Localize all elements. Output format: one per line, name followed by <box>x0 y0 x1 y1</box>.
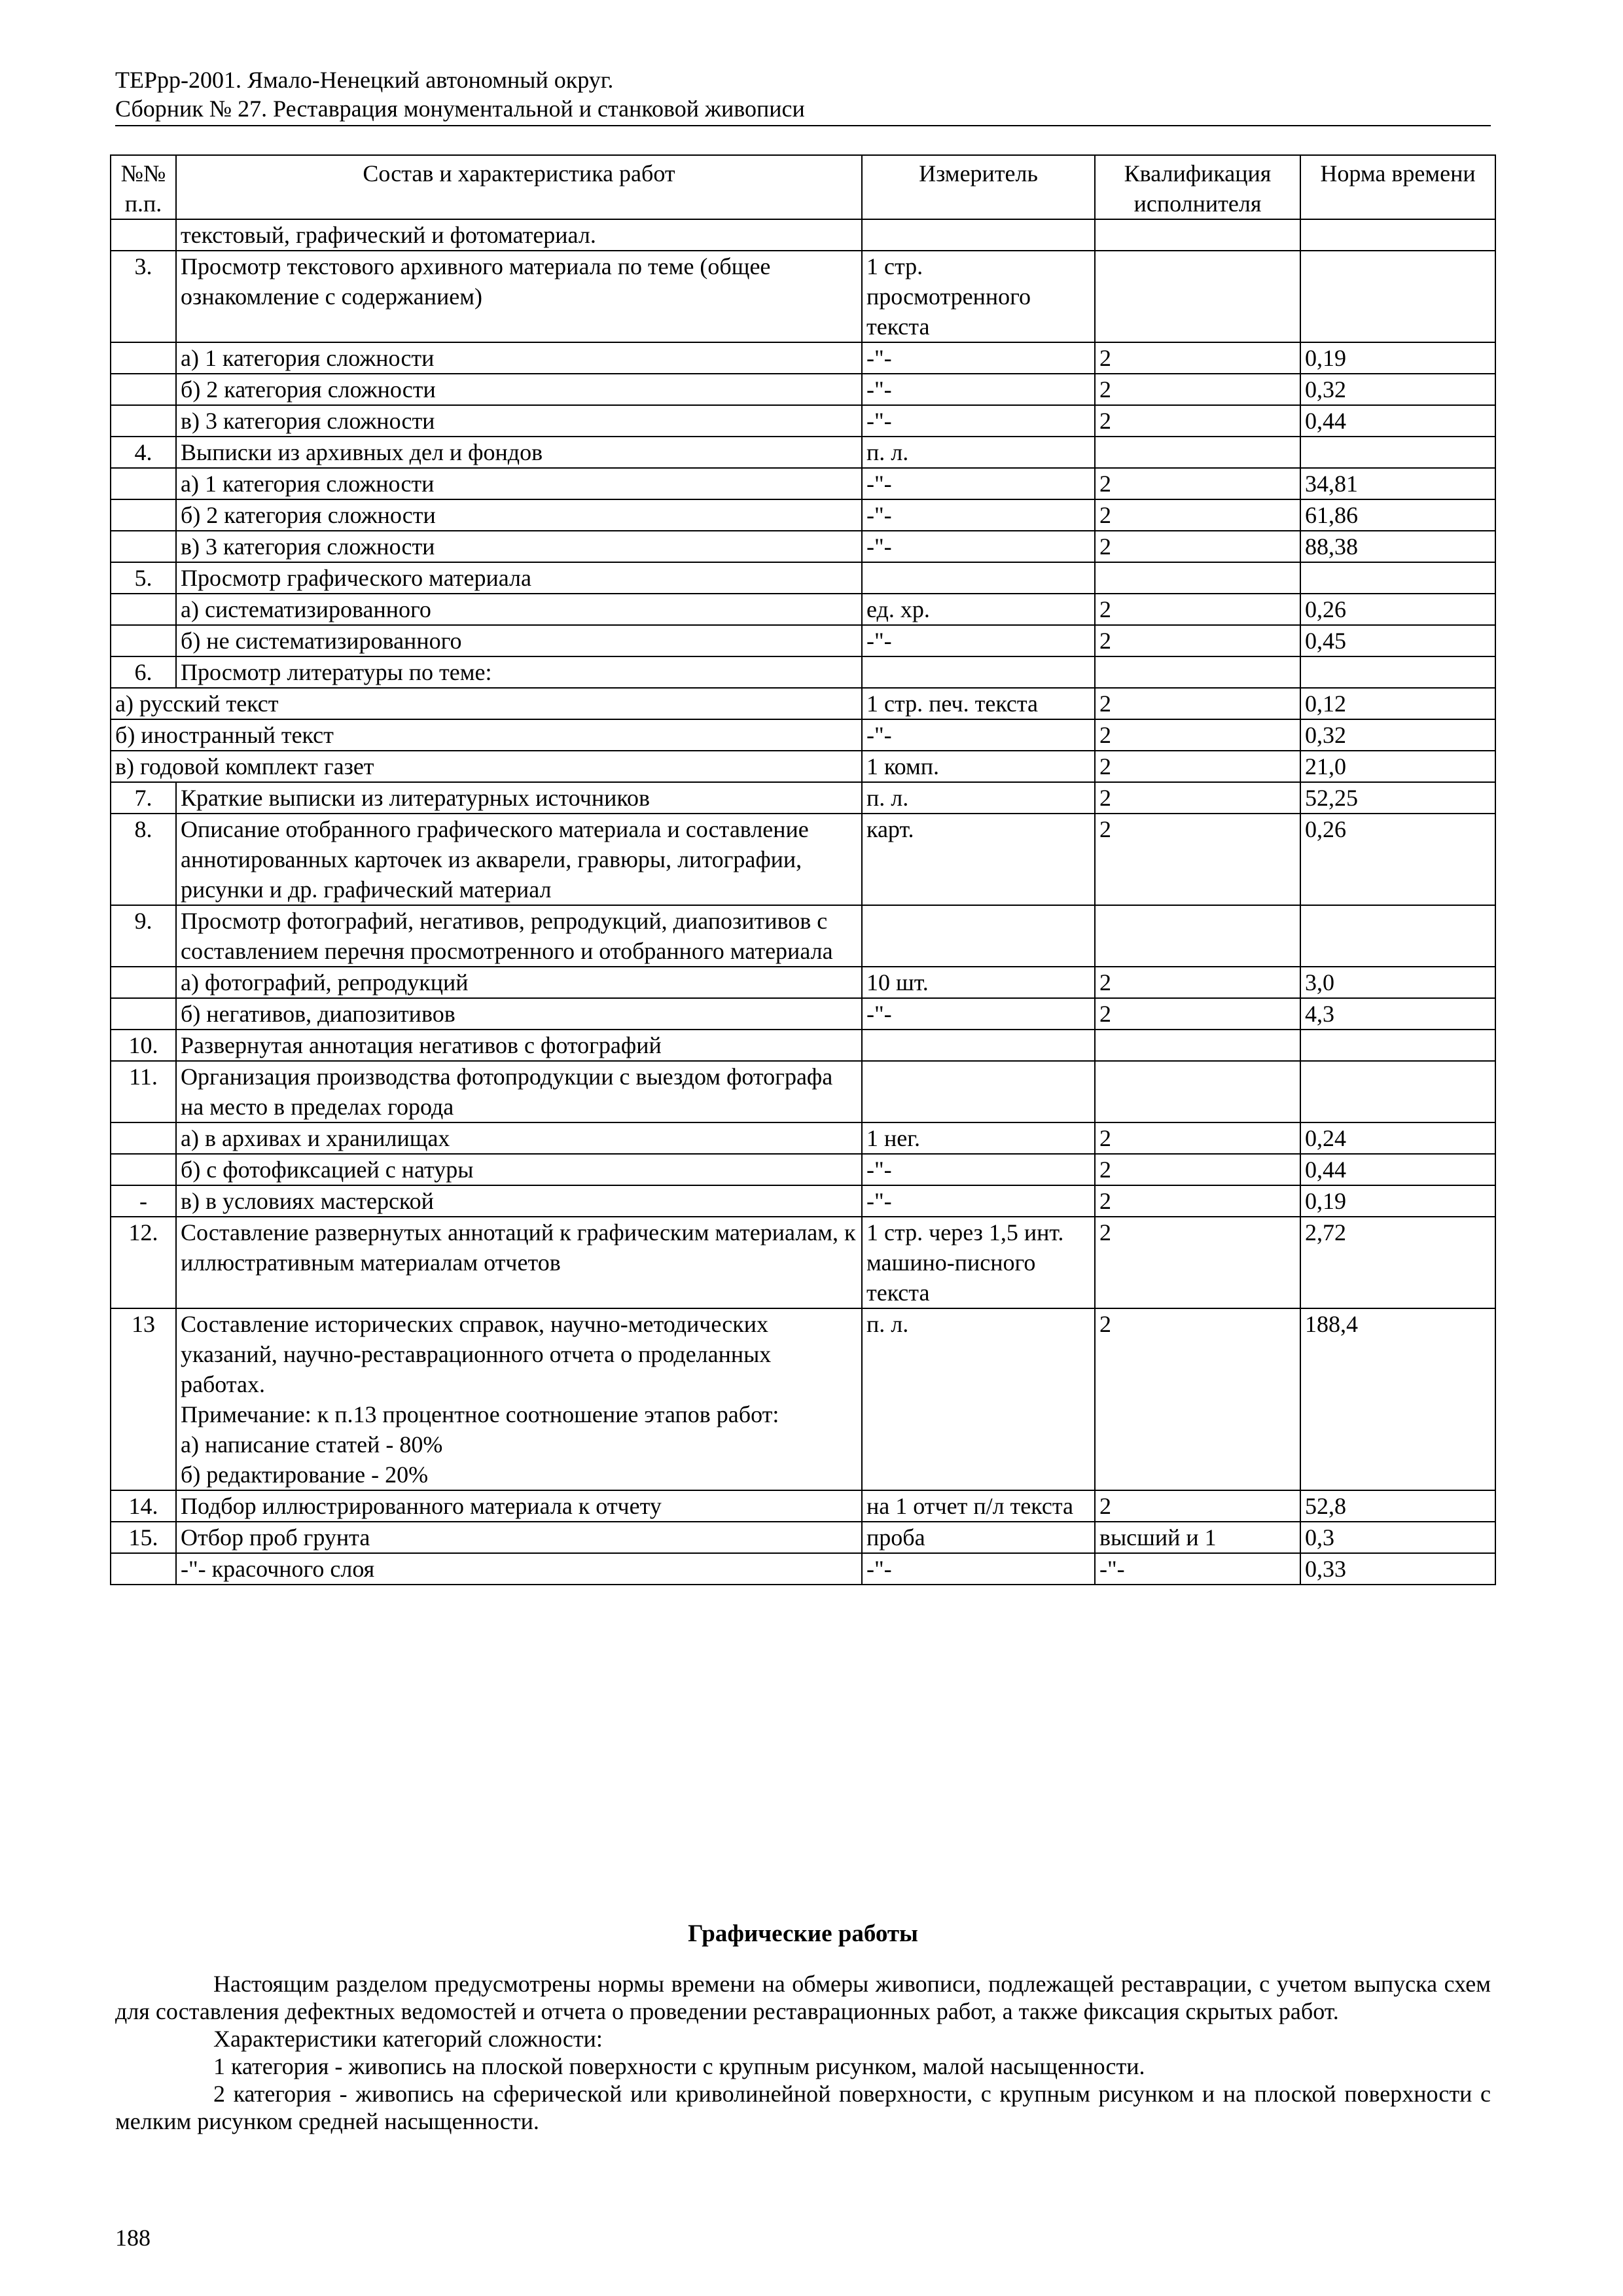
cell-norm: 0,12 <box>1300 688 1495 719</box>
cell-num <box>111 531 176 562</box>
cell-qual <box>1095 562 1300 594</box>
table-row <box>111 437 1495 468</box>
cell-norm <box>1300 219 1495 251</box>
cell-qual: -"- <box>1095 1553 1300 1585</box>
cell-desc: Развернутая аннотация негативов с фотографий <box>176 1030 862 1061</box>
header-line-1: ТЕРрр-2001. Ямало-Ненецкий автономный округ. <box>115 67 614 93</box>
page-header <box>115 65 1491 123</box>
table-row <box>111 1030 1495 1061</box>
cell-num: 10. <box>111 1030 176 1061</box>
cell-desc: б) негативов, диапозитивов <box>176 998 862 1030</box>
cell-desc: в) в условиях мастерской <box>176 1185 862 1217</box>
cell-desc: текстовый, графический и фотоматериал. <box>176 219 862 251</box>
table-row <box>111 405 1495 437</box>
table-row <box>111 594 1495 625</box>
cell-desc: Просмотр фотографий, негативов, репродукций, диапозитивов с составлением перечня просмотренного и отобранного материала <box>176 905 862 967</box>
paragraph: Настоящим разделом предусмотрены нормы времени на обмеры живописи, подлежащей реставрации, с учетом выпуска схем для составления дефектных ведомостей и отчета о проведении реставрационных работ, а также фиксация скрытых работ. <box>115 1971 1491 2024</box>
cell-num <box>111 625 176 656</box>
cell-qual <box>1095 1061 1300 1122</box>
cell-unit: п. л. <box>862 437 1095 468</box>
cell-norm: 0,44 <box>1300 405 1495 437</box>
cell-norm: 3,0 <box>1300 967 1495 998</box>
table-row <box>111 998 1495 1030</box>
cell-num: 6. <box>111 656 176 688</box>
cell-qual: 2 <box>1095 814 1300 905</box>
header-divider <box>115 125 1491 126</box>
cell-desc: а) систематизированного <box>176 594 862 625</box>
header-norm: Норма времени <box>1300 155 1495 219</box>
table-row <box>111 531 1495 562</box>
cell-desc: Отбор проб грунта <box>176 1522 862 1553</box>
cell-norm: 52,8 <box>1300 1490 1495 1522</box>
cell-unit <box>862 656 1095 688</box>
cell-qual: 2 <box>1095 1308 1300 1490</box>
cell-norm: 2,72 <box>1300 1217 1495 1308</box>
cell-num <box>111 499 176 531</box>
cell-unit: -"- <box>862 1553 1095 1585</box>
table-row <box>111 1522 1495 1553</box>
cell-num <box>111 342 176 374</box>
cell-unit: на 1 отчет п/л текста <box>862 1490 1095 1522</box>
cell-unit: -"- <box>862 531 1095 562</box>
header-num: №№ п.п. <box>111 155 176 219</box>
cell-unit: п. л. <box>862 1308 1095 1490</box>
cell-norm: 4,3 <box>1300 998 1495 1030</box>
table-row <box>111 751 1495 782</box>
cell-desc: б) иностранный текст <box>111 719 862 751</box>
cell-unit <box>862 562 1095 594</box>
cell-qual: 2 <box>1095 1154 1300 1185</box>
table-row <box>111 1217 1495 1308</box>
cell-num: 9. <box>111 905 176 967</box>
cell-unit <box>862 219 1095 251</box>
cell-norm: 0,24 <box>1300 1122 1495 1154</box>
cell-qual: 2 <box>1095 1217 1300 1308</box>
cell-qual <box>1095 656 1300 688</box>
cell-qual: 2 <box>1095 405 1300 437</box>
cell-norm: 0,19 <box>1300 342 1495 374</box>
cell-num <box>111 1122 176 1154</box>
cell-unit: 1 стр. через 1,5 инт. машино-писного текста <box>862 1217 1095 1308</box>
cell-norm <box>1300 656 1495 688</box>
cell-desc: а) 1 категория сложности <box>176 468 862 499</box>
cell-qual: 2 <box>1095 594 1300 625</box>
cell-unit: 1 стр. печ. текста <box>862 688 1095 719</box>
cell-norm <box>1300 1061 1495 1122</box>
page-number: 188 <box>115 2225 151 2251</box>
table-row <box>111 1154 1495 1185</box>
cell-desc: б) 2 категория сложности <box>176 374 862 405</box>
table-row <box>111 782 1495 814</box>
cell-norm <box>1300 437 1495 468</box>
cell-norm: 34,81 <box>1300 468 1495 499</box>
table-row <box>111 719 1495 751</box>
table-row <box>111 1061 1495 1122</box>
cell-desc: Составление развернутых аннотаций к графическим материалам, к иллюстративным материалам отчетов <box>176 1217 862 1308</box>
cell-unit: 1 нег. <box>862 1122 1095 1154</box>
table-row <box>111 688 1495 719</box>
cell-norm: 52,25 <box>1300 782 1495 814</box>
section-title: Графические работы <box>688 1920 918 1947</box>
cell-num: 5. <box>111 562 176 594</box>
cell-norm: 0,32 <box>1300 374 1495 405</box>
cell-qual <box>1095 219 1300 251</box>
cell-num: 14. <box>111 1490 176 1522</box>
cell-norm: 0,32 <box>1300 719 1495 751</box>
cell-norm: 0,3 <box>1300 1522 1495 1553</box>
cell-norm: 88,38 <box>1300 531 1495 562</box>
cell-desc: Краткие выписки из литературных источников <box>176 782 862 814</box>
cell-desc: а) русский текст <box>111 688 862 719</box>
cell-norm: 21,0 <box>1300 751 1495 782</box>
cell-norm: 0,26 <box>1300 594 1495 625</box>
cell-desc: Составление исторических справок, научно-методических указаний, научно-реставрационного отчета о проделанных работах. Примечание: к п.13 процентное соотношение этапов работ: а) написание статей - 80% б) редактирование - 20% <box>176 1308 862 1490</box>
cell-qual: 2 <box>1095 374 1300 405</box>
cell-unit: -"- <box>862 468 1095 499</box>
cell-qual: 2 <box>1095 499 1300 531</box>
cell-desc: Просмотр графического материала <box>176 562 862 594</box>
table-row <box>111 1553 1495 1585</box>
cell-desc: Просмотр текстового архивного материала по теме (общее ознакомление с содержанием) <box>176 251 862 342</box>
cell-unit: 10 шт. <box>862 967 1095 998</box>
cell-desc: а) 1 категория сложности <box>176 342 862 374</box>
cell-qual: высший и 1 <box>1095 1522 1300 1553</box>
header-desc: Состав и характеристика работ <box>176 155 862 219</box>
cell-desc: в) годовой комплект газет <box>111 751 862 782</box>
cell-num <box>111 967 176 998</box>
cell-desc: Организация производства фотопродукции с выездом фотографа на место в пределах города <box>176 1061 862 1122</box>
cell-qual <box>1095 251 1300 342</box>
table-row <box>111 499 1495 531</box>
cell-qual: 2 <box>1095 998 1300 1030</box>
table-row <box>111 374 1495 405</box>
paragraph: 1 категория - живопись на плоской поверхности с крупным рисунком, малой насыщенности. <box>213 2053 1145 2079</box>
paragraph: Характеристики категорий сложности: <box>213 2026 603 2052</box>
cell-qual: 2 <box>1095 342 1300 374</box>
cell-unit: -"- <box>862 1185 1095 1217</box>
cell-num: 8. <box>111 814 176 905</box>
cell-num: - <box>111 1185 176 1217</box>
table-row <box>111 905 1495 967</box>
table-row <box>111 251 1495 342</box>
cell-num: 12. <box>111 1217 176 1308</box>
table-row <box>111 219 1495 251</box>
cell-unit: ед. хр. <box>862 594 1095 625</box>
cell-norm: 0,19 <box>1300 1185 1495 1217</box>
cell-qual: 2 <box>1095 1122 1300 1154</box>
table-row <box>111 1122 1495 1154</box>
cell-unit: 1 стр. просмотренного текста <box>862 251 1095 342</box>
cell-qual: 2 <box>1095 1490 1300 1522</box>
norms-table <box>110 154 1496 1585</box>
cell-norm: 188,4 <box>1300 1308 1495 1490</box>
section-body <box>115 1970 1491 2135</box>
header-qual: Квалификация исполнителя <box>1095 155 1300 219</box>
cell-num <box>111 374 176 405</box>
paragraph: 2 категория - живопись на сферической или криволинейной поверхности, с крупным рисунком и на плоской поверхности с мелким рисунком средней насыщенности. <box>115 2081 1491 2134</box>
cell-norm: 61,86 <box>1300 499 1495 531</box>
cell-unit: -"- <box>862 625 1095 656</box>
cell-desc: Описание отобранного графического материала и составление аннотированных карточек из акварели, гравюры, литографии, рисунки и др. графический материал <box>176 814 862 905</box>
cell-unit <box>862 1061 1095 1122</box>
table-row <box>111 814 1495 905</box>
cell-qual <box>1095 1030 1300 1061</box>
cell-num: 4. <box>111 437 176 468</box>
cell-desc: Подбор иллюстрированного материала к отчету <box>176 1490 862 1522</box>
cell-norm <box>1300 1030 1495 1061</box>
cell-qual: 2 <box>1095 531 1300 562</box>
table-row <box>111 342 1495 374</box>
cell-qual: 2 <box>1095 751 1300 782</box>
cell-desc: а) в архивах и хранилищах <box>176 1122 862 1154</box>
cell-desc: в) 3 категория сложности <box>176 531 862 562</box>
cell-desc: -"- красочного слоя <box>176 1553 862 1585</box>
cell-qual <box>1095 905 1300 967</box>
cell-norm <box>1300 251 1495 342</box>
cell-num: 3. <box>111 251 176 342</box>
cell-num <box>111 468 176 499</box>
cell-unit: -"- <box>862 342 1095 374</box>
table-header-row <box>111 155 1495 219</box>
cell-qual: 2 <box>1095 782 1300 814</box>
cell-qual <box>1095 437 1300 468</box>
cell-qual: 2 <box>1095 468 1300 499</box>
table-row <box>111 1308 1495 1490</box>
cell-num <box>111 1154 176 1185</box>
cell-norm <box>1300 905 1495 967</box>
cell-unit: 1 комп. <box>862 751 1095 782</box>
cell-num: 7. <box>111 782 176 814</box>
cell-unit: -"- <box>862 719 1095 751</box>
cell-qual: 2 <box>1095 719 1300 751</box>
table-body <box>111 219 1495 1585</box>
cell-unit: -"- <box>862 405 1095 437</box>
cell-norm <box>1300 562 1495 594</box>
cell-num: 11. <box>111 1061 176 1122</box>
cell-desc: б) 2 категория сложности <box>176 499 862 531</box>
cell-unit <box>862 1030 1095 1061</box>
cell-qual: 2 <box>1095 967 1300 998</box>
cell-norm: 0,45 <box>1300 625 1495 656</box>
cell-unit: карт. <box>862 814 1095 905</box>
cell-norm: 0,33 <box>1300 1553 1495 1585</box>
header-line-2: Сборник № 27. Реставрация монументальной и станковой живописи <box>115 96 805 122</box>
table-row <box>111 562 1495 594</box>
table-row <box>111 1185 1495 1217</box>
table-row <box>111 1490 1495 1522</box>
cell-norm: 0,26 <box>1300 814 1495 905</box>
cell-num <box>111 219 176 251</box>
cell-qual: 2 <box>1095 1185 1300 1217</box>
cell-unit: -"- <box>862 499 1095 531</box>
cell-desc: Выписки из архивных дел и фондов <box>176 437 862 468</box>
cell-num <box>111 405 176 437</box>
cell-desc: а) фотографий, репродукций <box>176 967 862 998</box>
cell-norm: 0,44 <box>1300 1154 1495 1185</box>
cell-qual: 2 <box>1095 625 1300 656</box>
cell-desc: Просмотр литературы по теме: <box>176 656 862 688</box>
table-row <box>111 967 1495 998</box>
cell-num <box>111 998 176 1030</box>
cell-num: 15. <box>111 1522 176 1553</box>
cell-unit: -"- <box>862 998 1095 1030</box>
table-row <box>111 656 1495 688</box>
cell-num: 13 <box>111 1308 176 1490</box>
cell-num <box>111 1553 176 1585</box>
cell-unit: п. л. <box>862 782 1095 814</box>
table-row <box>111 625 1495 656</box>
cell-desc: б) не систематизированного <box>176 625 862 656</box>
cell-desc: в) 3 категория сложности <box>176 405 862 437</box>
cell-unit: -"- <box>862 374 1095 405</box>
cell-unit: -"- <box>862 1154 1095 1185</box>
cell-num <box>111 594 176 625</box>
cell-unit: проба <box>862 1522 1095 1553</box>
header-unit: Измеритель <box>862 155 1095 219</box>
cell-unit <box>862 905 1095 967</box>
cell-desc: б) с фотофиксацией с натуры <box>176 1154 862 1185</box>
cell-qual: 2 <box>1095 688 1300 719</box>
table-row <box>111 468 1495 499</box>
